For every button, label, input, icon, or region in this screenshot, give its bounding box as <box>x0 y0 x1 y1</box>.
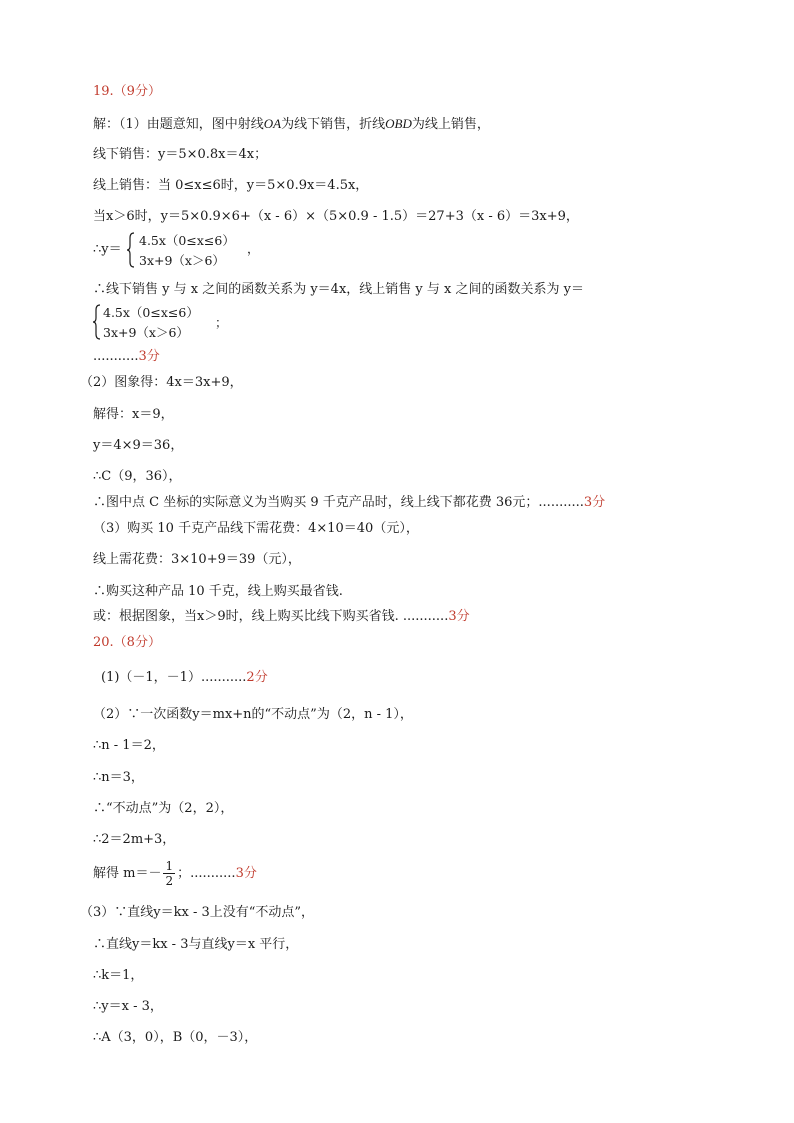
case-1: 4.5x（0≤x≤6） <box>139 233 235 248</box>
q19-part2-point-c: ∴C（9，36）， <box>93 469 182 484</box>
q20-part2-step-c: ∴“不动点”为（2，2）， <box>93 801 234 816</box>
case-2: 3x+9（x＞6） <box>103 325 189 340</box>
q20-part2-step-a: ∴n - 1＝2， <box>93 738 165 753</box>
q19-part3-online: 线上需花费：3×10+9＝39（元）， <box>93 552 301 567</box>
q20-part3-step-c: ∴y＝x - 3， <box>93 999 163 1014</box>
q19-when-x-gt-6: 当x＞6时，y＝5×0.9×6+（x - 6）×（5×0.9 - 1.5）＝27+3（x - 6）＝3x+9， <box>93 209 579 224</box>
q19-score-line-1 <box>93 348 160 366</box>
fraction-denominator: 2 <box>165 874 174 888</box>
left-brace-icon <box>127 232 135 268</box>
case-end: ； <box>215 315 228 330</box>
q19-part2-solve: 解得：x＝9， <box>93 407 174 422</box>
q20-part3: （3）∵直线y＝kx - 3上没有“不动点”， <box>80 905 315 920</box>
solution-prefix: 解得 m＝－ <box>93 866 162 881</box>
solution-suffix: ；........... <box>177 866 236 881</box>
q19-part3-alternative <box>93 608 470 626</box>
q19-part1-text-b: 为线下销售，折线 <box>281 117 386 132</box>
q19-part3: （3）购买 10 千克产品线下需花费：4×10＝40（元）， <box>93 521 419 536</box>
score-dots: ........... <box>93 349 139 364</box>
q20-part2-step-b: ∴n＝3， <box>93 770 144 785</box>
case-2: 3x+9（x＞6） <box>139 253 225 268</box>
meaning-text: ∴图中点 C 坐标的实际意义为当购买 9 千克产品时，线上线下都花费 36元；........... <box>93 495 584 510</box>
q19-part2-y: y＝4×9＝36， <box>93 438 184 453</box>
fraction-numerator: 1 <box>165 859 174 873</box>
q20-part3-step-b: ∴k＝1， <box>93 968 144 983</box>
q19-part2-meaning <box>93 494 605 512</box>
q20-part2: （2）∵一次函数y＝mx+n的“不动点”为（2，n - 1）， <box>93 707 413 722</box>
polyline-obd-label: OBD <box>385 116 412 131</box>
score-badge: 3分 <box>583 495 606 510</box>
q19-online-sales: 线上销售：当 0≤x≤6时，y＝5×0.9x＝4.5x， <box>93 178 369 193</box>
q19-part1-text-c: 为线上销售， <box>411 117 490 132</box>
q19-offline-sales: 线下销售：y＝5×0.8x＝4x； <box>93 147 268 162</box>
score-badge: 2分 <box>246 670 268 685</box>
q19-part1-intro <box>93 115 490 134</box>
piecewise-function-2 <box>93 304 233 344</box>
piecewise-function-1 <box>127 232 267 272</box>
q20-part2-solution <box>93 858 257 890</box>
alternative-text: 或：根据图象，当x＞9时，线上购买比线下购买省钱. ........... <box>93 609 449 624</box>
q19-part1-text-a: 解：（1）由题意知，图中射线 <box>93 117 264 132</box>
q20-part3-step-a: ∴直线y＝kx - 3与直线y＝x 平行， <box>93 937 299 952</box>
q19-header: 19.（9分） <box>93 84 161 99</box>
q19-therefore-y: ∴y＝ <box>93 242 122 257</box>
score-badge: 3分 <box>448 609 470 624</box>
part1-answer: (1)（－1，－1）........... <box>101 670 247 685</box>
case-1: 4.5x（0≤x≤6） <box>103 305 199 320</box>
q20-part2-step-d: ∴2＝2m+3， <box>93 832 176 847</box>
fraction-one-half <box>163 859 175 888</box>
ray-oa-label: OA <box>263 116 282 131</box>
score-badge: 3分 <box>138 349 160 364</box>
left-brace-icon <box>93 304 101 340</box>
q19-part2: （2）图象得：4x＝3x+9， <box>80 375 243 390</box>
score-badge: 3分 <box>235 866 257 881</box>
q19-part3-conclusion: ∴购买这种产品 10 千克，线上购买最省钱. <box>93 584 343 599</box>
q20-part1 <box>101 669 268 687</box>
case-end: ， <box>247 241 260 256</box>
q20-part3-step-d: ∴A（3，0），B（0，－3）， <box>93 1030 258 1045</box>
q20-header: 20.（8分） <box>93 635 161 650</box>
q19-conclusion: ∴线下销售 y 与 x 之间的函数关系为 y＝4x，线上销售 y 与 x 之间的函数关系为 y＝ <box>93 282 584 297</box>
